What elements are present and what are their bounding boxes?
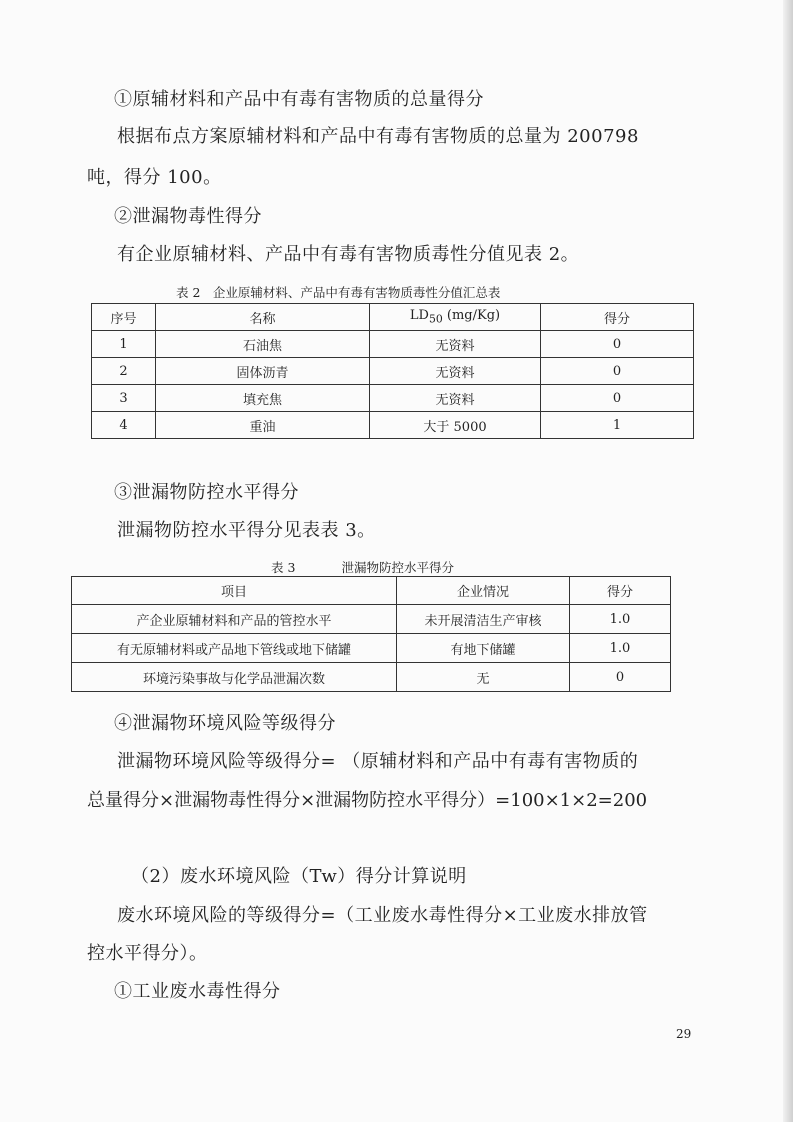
- table-row: [72, 605, 671, 634]
- section-heading-1: ①原辅材料和产品中有毒有害物质的总量得分: [114, 89, 484, 110]
- table-cell: 0: [570, 663, 671, 692]
- table-cell: 0: [541, 331, 694, 358]
- paragraph-1-line-1: 根据布点方案原辅材料和产品中有毒有害物质的总量为 200798: [117, 126, 639, 147]
- table-cell: 3: [92, 385, 156, 412]
- paragraph-5-line-1: 废水环境风险的等级得分=（工业废水毒性得分×工业废水排放管: [117, 905, 648, 926]
- section-heading-2: ②泄漏物毒性得分: [114, 206, 262, 227]
- table-cell: 有地下储罐: [397, 634, 570, 663]
- table-2-header-cell: 序号: [92, 304, 156, 331]
- ld-label: LD: [409, 308, 429, 324]
- table-cell: 未开展清洁生产审核: [397, 605, 570, 634]
- table-cell: 环境污染事故与化学品泄漏次数: [72, 663, 397, 692]
- table-cell: 大于 5000: [370, 412, 541, 439]
- table-cell: 0: [541, 358, 694, 385]
- table-cell: 2: [92, 358, 156, 385]
- table-3-header-row: [72, 577, 671, 605]
- paragraph-4-line-1: 泄漏物环境风险等级得分= （原辅材料和产品中有毒有害物质的: [117, 751, 639, 772]
- table-row: [92, 358, 694, 385]
- table-cell: 固体沥青: [156, 358, 370, 385]
- section-heading-4: ④泄漏物环境风险等级得分: [114, 713, 336, 734]
- table-row: [72, 634, 671, 663]
- table-3-header-cell: 得分: [570, 577, 671, 605]
- ld-subscript: 50: [428, 312, 443, 326]
- table-cell: 石油焦: [156, 331, 370, 358]
- table-2-header-cell: 名称: [156, 304, 370, 331]
- table-row: [72, 663, 671, 692]
- paragraph-3: 泄漏物防控水平得分见表表 3。: [117, 520, 376, 541]
- table-cell: 有无原辅材料或产品地下管线或地下储罐: [72, 634, 397, 663]
- table-cell: 1: [92, 331, 156, 358]
- table-cell: 产企业原辅材料和产品的管控水平: [72, 605, 397, 634]
- table-row: [92, 331, 694, 358]
- table-3: [71, 576, 671, 692]
- table-cell: 无: [397, 663, 570, 692]
- paragraph-4-line-2: 总量得分×泄漏物毒性得分×泄漏物防控水平得分）=100×1×2=200: [87, 790, 648, 811]
- table-3-caption: [271, 560, 454, 576]
- paragraph-1-line-2: 吨，得分 100。: [87, 167, 222, 188]
- table-cell: 1: [541, 412, 694, 439]
- table-2-caption: 表 2 企业原辅材料、产品中有毒有害物质毒性分值汇总表: [176, 285, 501, 300]
- table-cell: 无资料: [370, 358, 541, 385]
- table-cell: 填充焦: [156, 385, 370, 412]
- page-number: 29: [676, 1027, 692, 1041]
- table-cell: 1.0: [570, 634, 671, 663]
- section-heading-6: ①工业废水毒性得分: [114, 981, 281, 1002]
- table-cell: 无资料: [370, 331, 541, 358]
- table-2-header-cell: 得分: [541, 304, 694, 331]
- table-cell: 1.0: [570, 605, 671, 634]
- table-cell: 重油: [156, 412, 370, 439]
- table-3-header-cell: 项目: [72, 577, 397, 605]
- page-edge-shadow: [783, 0, 793, 1122]
- table-cell: 4: [92, 412, 156, 439]
- paragraph-5-line-2: 控水平得分）。: [87, 943, 208, 964]
- table-cell: 0: [541, 385, 694, 412]
- paragraph-2: 有企业原辅材料、产品中有毒有害物质毒性分值见表 2。: [117, 244, 580, 265]
- section-heading-3: ③泄漏物防控水平得分: [114, 482, 299, 503]
- table-2-header-cell: [370, 304, 541, 331]
- table-row: [92, 412, 694, 439]
- table-row: [92, 385, 694, 412]
- table-3-caption-number: 表 3: [271, 560, 296, 575]
- section-heading-5: （2）废水环境风险（Tw）得分计算说明: [131, 866, 467, 887]
- table-3-header-cell: 企业情况: [397, 577, 570, 605]
- table-2-header-row: [92, 304, 694, 331]
- table-2: [91, 303, 694, 439]
- table-3-caption-title: 泄漏物防控水平得分: [341, 560, 454, 575]
- ld-unit: (mg/Kg): [442, 308, 501, 324]
- table-cell: 无资料: [370, 385, 541, 412]
